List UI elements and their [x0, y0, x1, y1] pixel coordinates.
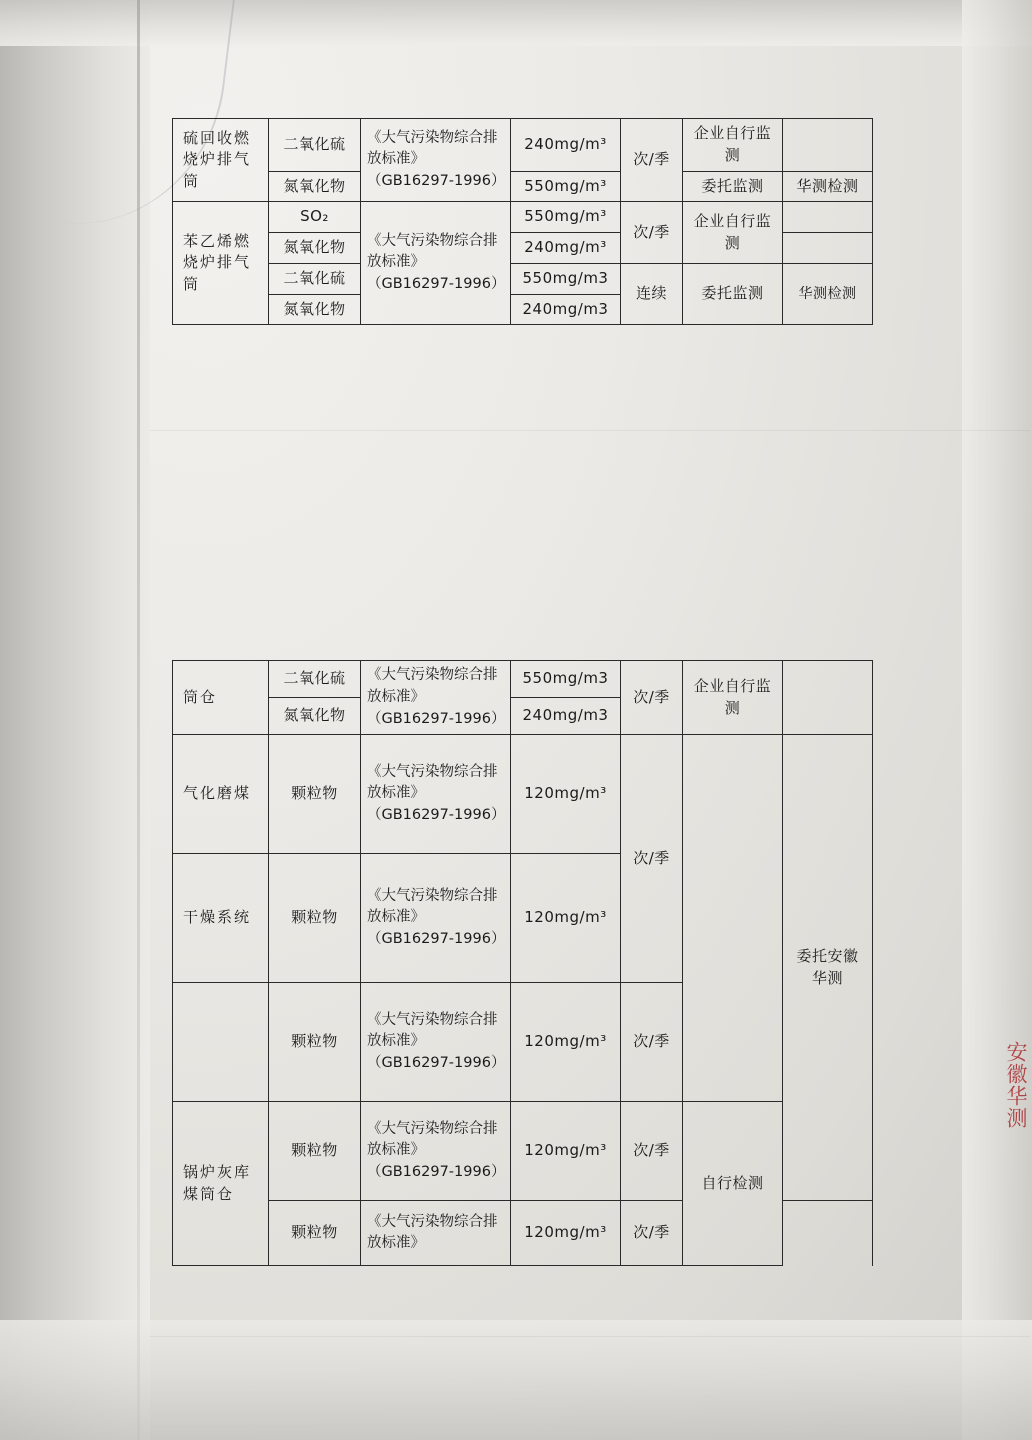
emissions-table-upper — [172, 118, 873, 325]
table-row — [173, 661, 873, 698]
cell-limit: 550mg/m3 — [511, 661, 621, 698]
cell-org: 华测检测 — [783, 263, 873, 325]
cell-pollutant: 二氧化硫 — [269, 661, 361, 698]
cell-org — [783, 661, 873, 735]
cell-org — [783, 233, 873, 264]
cell-org: 华测检测 — [783, 171, 873, 202]
cell-standard: 《大气污染物综合排放标准》（GB16297-1996） — [361, 983, 511, 1102]
cell-pollutant: 氮氧化物 — [269, 171, 361, 202]
cell-org: 委托安徽华测 — [783, 735, 873, 1201]
cell-frequency: 次/季 — [621, 1102, 683, 1201]
scan-artifact — [150, 430, 1030, 431]
cell-frequency: 次/季 — [621, 202, 683, 264]
cell-standard: 《大气污染物综合排放标准》（GB16297-1996） — [361, 202, 511, 325]
cell-frequency: 次/季 — [621, 983, 683, 1102]
cell-pollutant: 二氧化硫 — [269, 263, 361, 294]
cell-pollutant: 颗粒物 — [269, 983, 361, 1102]
cell-limit: 550mg/m3 — [511, 263, 621, 294]
cell-limit: 120mg/m³ — [511, 983, 621, 1102]
cell-method — [683, 735, 783, 1102]
cell-limit: 240mg/m³ — [511, 119, 621, 172]
page-bottom-shadow — [0, 1320, 1032, 1440]
cell-standard: 《大气污染物综合排放标准》（GB16297-1996） — [361, 661, 511, 735]
cell-source — [173, 983, 269, 1102]
cell-method: 委托监测 — [683, 263, 783, 325]
table-row — [173, 119, 873, 172]
table-row — [173, 263, 873, 294]
cell-pollutant: 氮氧化物 — [269, 698, 361, 735]
cell-pollutant: SO₂ — [269, 202, 361, 233]
cell-limit: 240mg/m3 — [511, 698, 621, 735]
scan-artifact — [150, 1336, 1030, 1337]
table-row — [173, 1102, 873, 1201]
table-row — [173, 735, 873, 854]
cell-standard: 《大气污染物综合排放标准》（GB16297-1996） — [361, 735, 511, 854]
cell-standard: 《大气污染物综合排放标准》（GB16297-1996） — [361, 854, 511, 983]
cell-pollutant: 颗粒物 — [269, 1102, 361, 1201]
cell-limit: 120mg/m³ — [511, 854, 621, 983]
red-stamp-fragment: 安徽华测 — [1004, 1041, 1028, 1129]
cell-limit: 240mg/m3 — [511, 294, 621, 325]
cell-frequency: 次/季 — [621, 119, 683, 202]
cell-org — [783, 119, 873, 172]
cell-standard: 《大气污染物综合排放标准》（GB16297-1996） — [361, 1102, 511, 1201]
cell-pollutant: 氮氧化物 — [269, 233, 361, 264]
cell-pollutant: 颗粒物 — [269, 1201, 361, 1266]
cell-org — [783, 202, 873, 233]
cell-frequency: 次/季 — [621, 1201, 683, 1266]
cell-limit: 550mg/m³ — [511, 171, 621, 202]
cell-source: 干燥系统 — [173, 854, 269, 983]
cell-standard: 《大气污染物综合排放标准》（GB16297-1996） — [361, 119, 511, 202]
emissions-table-lower — [172, 660, 873, 1266]
cell-source: 硫回收燃烧炉排气筒 — [173, 119, 269, 202]
cell-frequency: 连续 — [621, 263, 683, 325]
cell-source: 气化磨煤 — [173, 735, 269, 854]
cell-method: 企业自行监测 — [683, 119, 783, 172]
cell-method: 委托监测 — [683, 171, 783, 202]
cell-limit: 120mg/m³ — [511, 735, 621, 854]
cell-method: 自行检测 — [683, 1102, 783, 1266]
table-row — [173, 202, 873, 233]
cell-limit: 120mg/m³ — [511, 1102, 621, 1201]
cell-standard: 《大气污染物综合排放标准》 — [361, 1201, 511, 1266]
cell-method: 企业自行监测 — [683, 661, 783, 735]
page-fold-line — [137, 0, 140, 1440]
cell-pollutant: 氮氧化物 — [269, 294, 361, 325]
cell-source: 锅炉灰库煤筒仓 — [173, 1102, 269, 1266]
cell-frequency: 次/季 — [621, 735, 683, 983]
cell-source: 苯乙烯燃烧炉排气筒 — [173, 202, 269, 325]
cell-source: 筒仓 — [173, 661, 269, 735]
page-right-shadow — [962, 0, 1032, 1440]
cell-limit: 240mg/m³ — [511, 233, 621, 264]
cell-pollutant: 二氧化硫 — [269, 119, 361, 172]
cell-pollutant: 颗粒物 — [269, 735, 361, 854]
cell-limit: 120mg/m³ — [511, 1201, 621, 1266]
cell-frequency: 次/季 — [621, 661, 683, 735]
cell-method: 企业自行监测 — [683, 202, 783, 264]
cell-pollutant: 颗粒物 — [269, 854, 361, 983]
cell-limit: 550mg/m³ — [511, 202, 621, 233]
table-row — [173, 171, 873, 202]
